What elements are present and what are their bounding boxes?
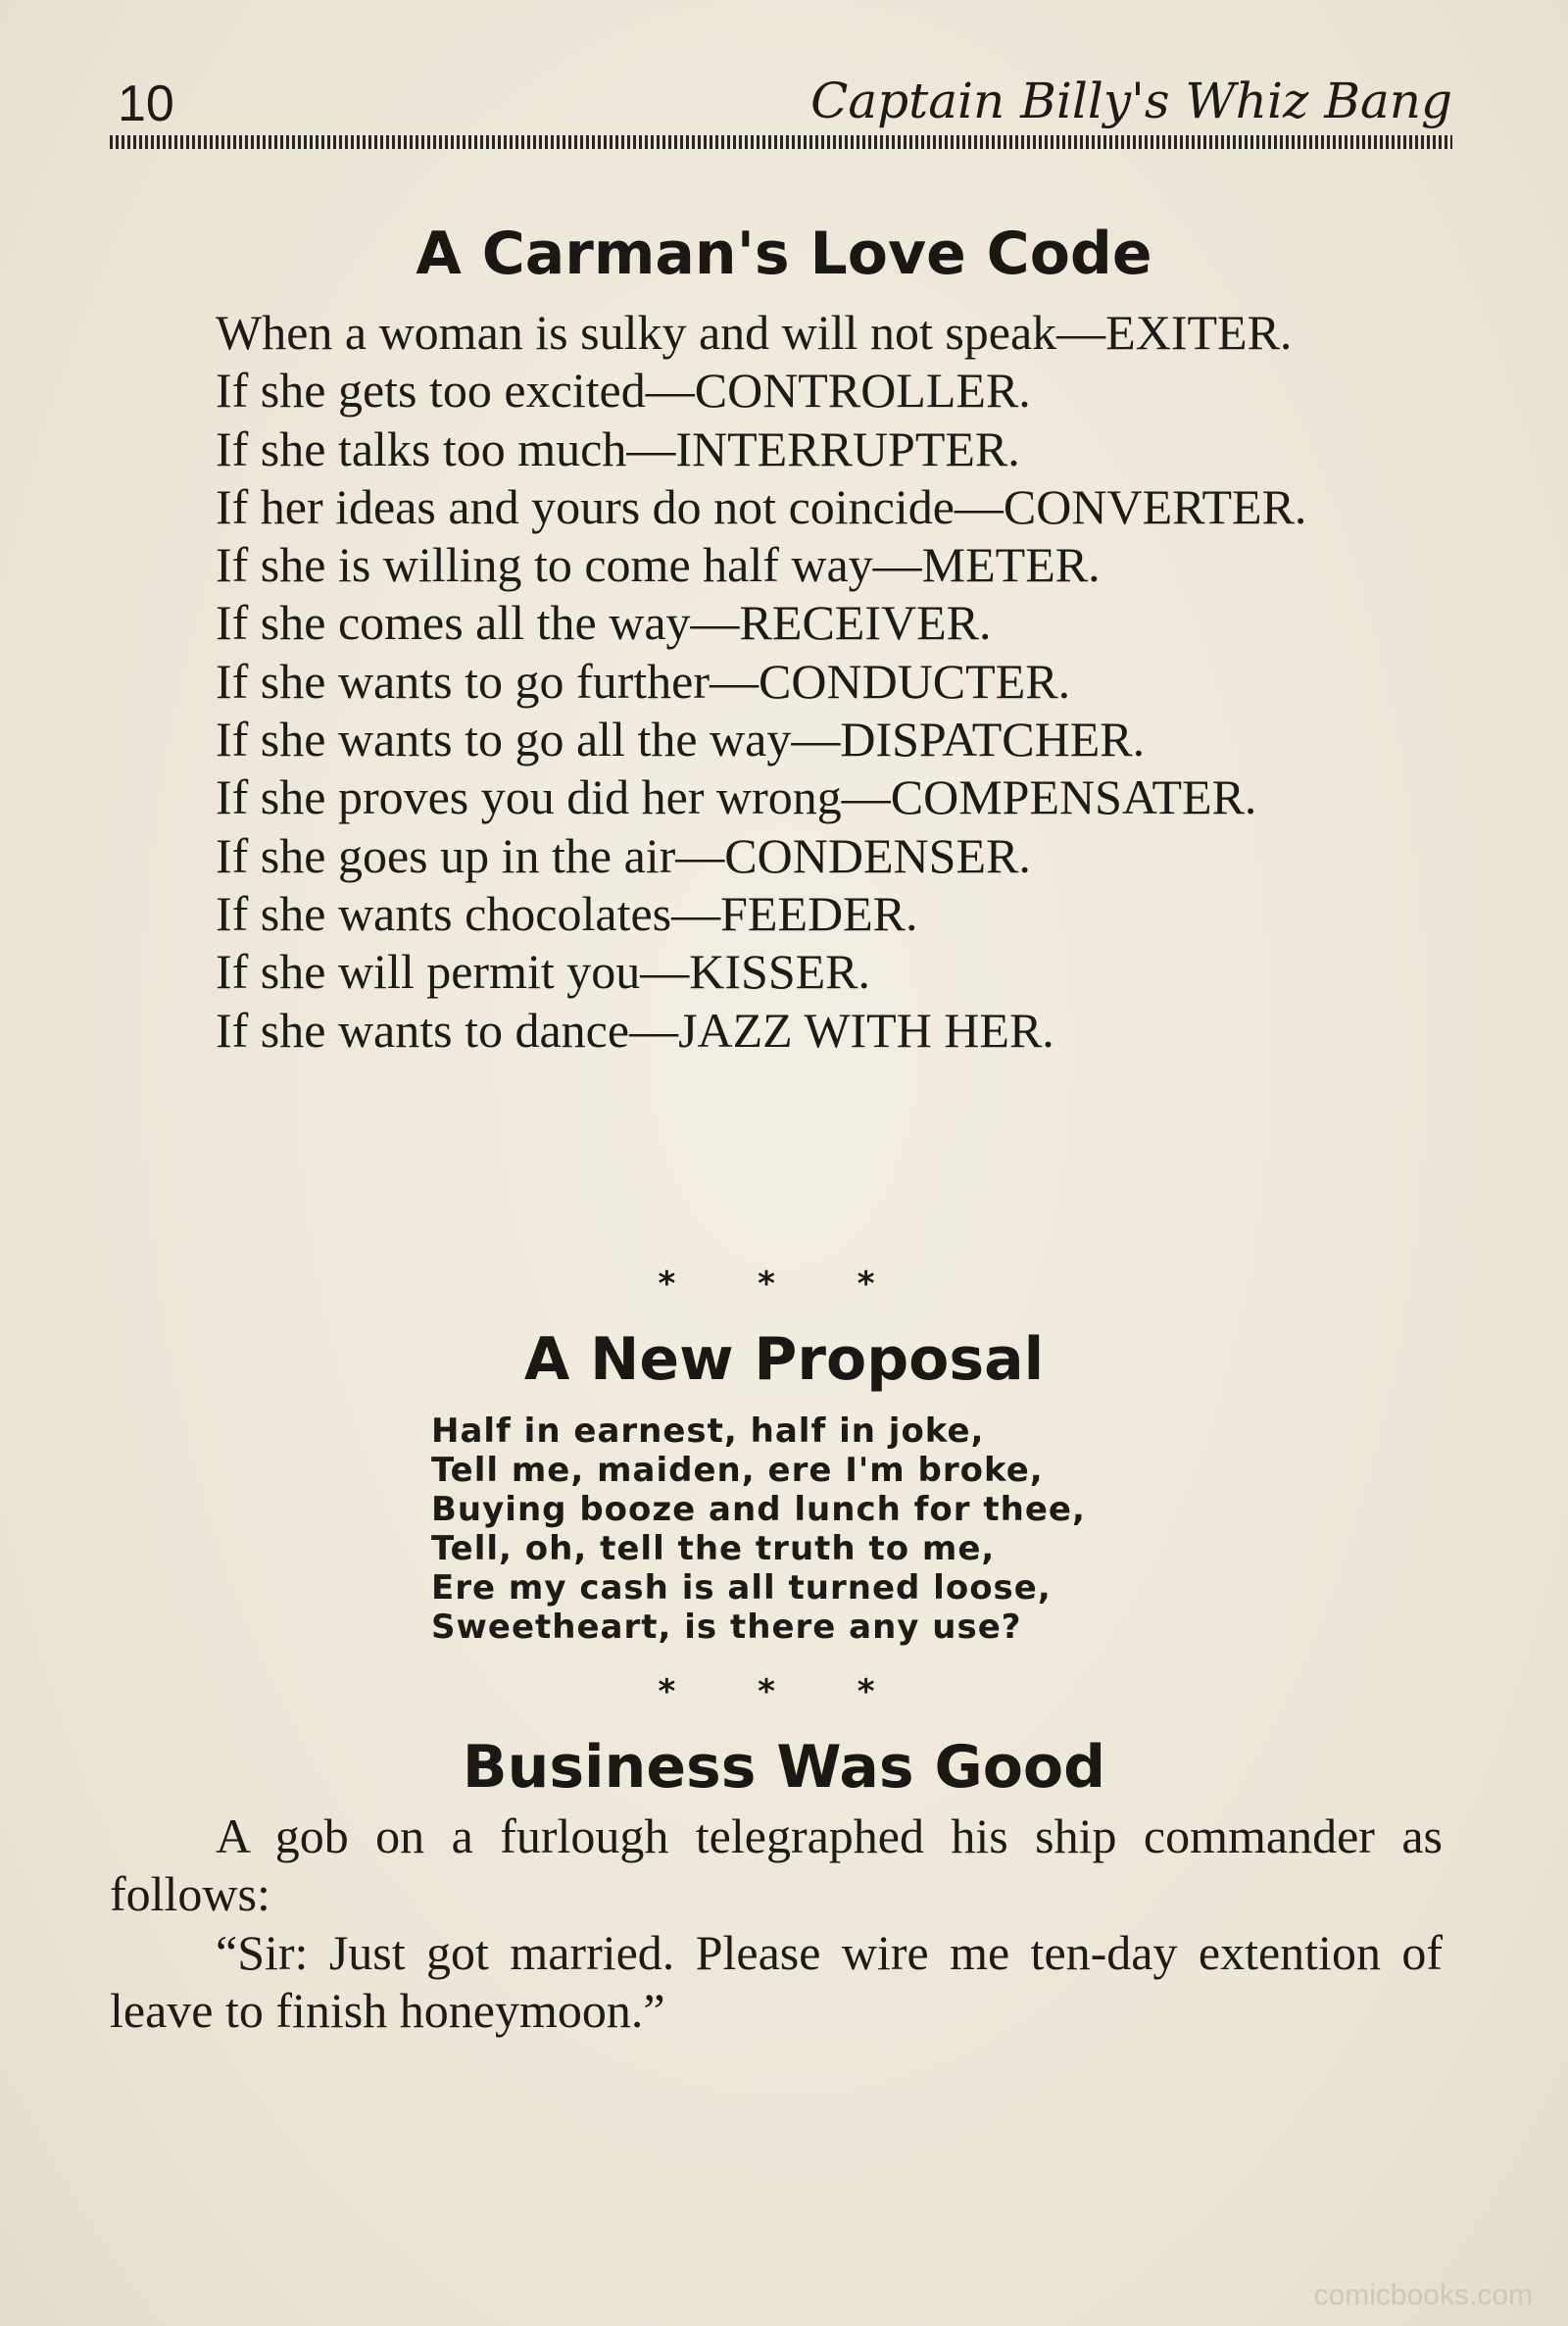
love-code-line: If she proves you did her wrong—COMPENSATER. (216, 769, 1257, 825)
watermark: comicbooks.com (1313, 2279, 1533, 2311)
love-code-line: If she wants to go all the way—DISPATCHER. (216, 712, 1146, 767)
love-code-line: If she comes all the way—RECEIVER. (216, 595, 992, 651)
article-title-love-code: A Carman's Love Code (416, 220, 1152, 288)
business-paragraph: A gob on a furlough telegraphed his ship commander as follows: (110, 1808, 1443, 1922)
poem-line: Ere my cash is all turned loose, (431, 1568, 1052, 1608)
page-header (110, 67, 1452, 147)
poem-line: Buying booze and lunch for thee, (431, 1490, 1086, 1529)
publication-title: Captain Billy's Whiz Bang (810, 73, 1452, 129)
poem-line: Sweetheart, is there any use? (431, 1608, 1022, 1647)
header-rule (110, 135, 1452, 149)
poem-line: Tell me, maiden, ere I'm broke, (431, 1451, 1044, 1490)
business-body (110, 1807, 1443, 2040)
poem-line: Half in earnest, half in joke, (431, 1411, 985, 1451)
love-code-line: If she is willing to come half way—METER. (216, 537, 1101, 593)
business-paragraph: “Sir: Just got married. Please wire me ten-day extention of leave to finish honeymoon.” (110, 1924, 1443, 2038)
page-number: 10 (118, 75, 174, 132)
love-code-line: If her ideas and yours do not coincide—CONVERTER. (216, 478, 1307, 534)
love-code-line: If she goes up in the air—CONDENSER. (216, 827, 1031, 883)
love-code-line: If she gets too excited—CONTROLLER. (216, 363, 1031, 419)
love-code-line: When a woman is sulky and will not speak—EXITER. (216, 305, 1293, 360)
section-separator: * * * (658, 1264, 910, 1304)
love-code-line: If she wants to dance—JAZZ WITH HER. (216, 1002, 1054, 1058)
love-code-line: If she will permit you—KISSER. (216, 944, 871, 1000)
article-title-new-proposal: A New Proposal (523, 1325, 1045, 1394)
love-code-line: If she wants to go further—CONDUCTER. (216, 653, 1071, 709)
article-title-business: Business Was Good (462, 1733, 1106, 1802)
love-code-line: If she talks too much—INTERRUPTER. (216, 421, 1020, 476)
poem-line: Tell, oh, tell the truth to me, (431, 1529, 996, 1568)
love-code-body (110, 304, 1443, 1060)
section-separator: * * * (658, 1672, 910, 1711)
new-proposal-poem (431, 1411, 1086, 1647)
love-code-line: If she wants chocolates—FEEDER. (216, 885, 918, 941)
